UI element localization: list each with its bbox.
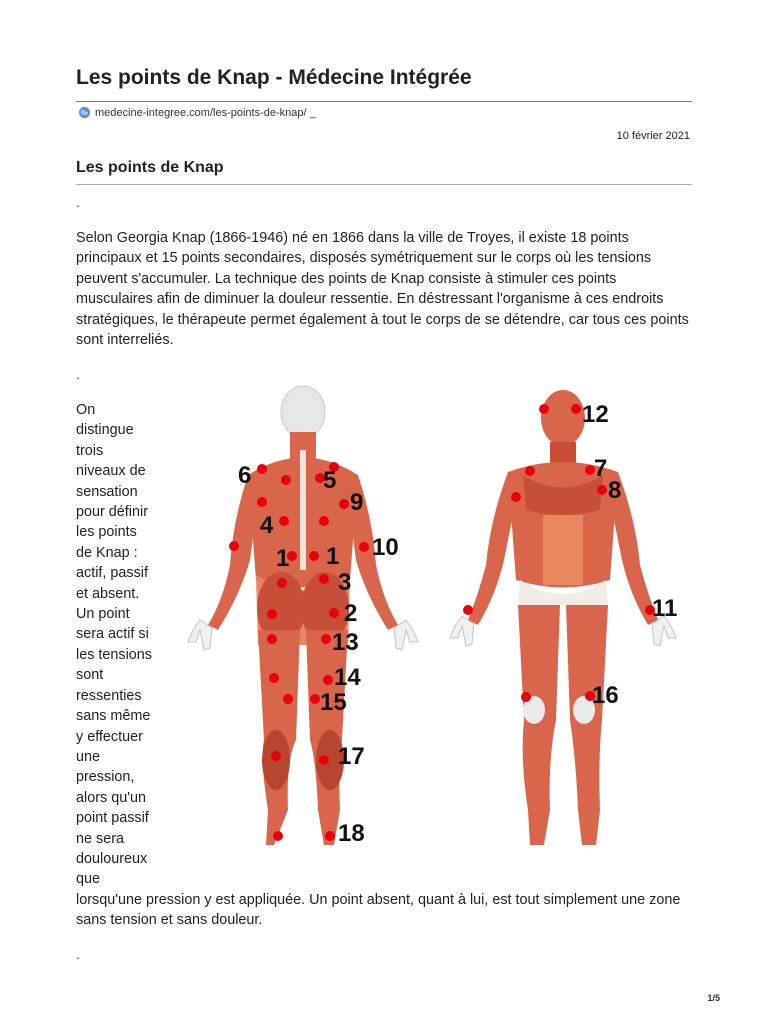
narrow-line: ressenties — [76, 687, 142, 704]
point-label: 2 — [344, 600, 358, 627]
point-marker — [359, 542, 369, 552]
point-marker — [271, 751, 281, 761]
point-marker — [521, 692, 531, 702]
narrow-line: On — [76, 402, 96, 418]
point-marker — [539, 404, 549, 414]
globe-icon — [78, 106, 91, 119]
narrow-line: actif, passif — [76, 565, 148, 582]
separator-dot: . — [76, 194, 80, 210]
tail-paragraph: lorsqu'une pression y est appliquée. Un point absent, quant à lui, est tout simplement une zone sans tension et sans douleur. — [76, 892, 681, 929]
narrow-line: alors qu'un — [76, 789, 146, 806]
point-label: 6 — [238, 462, 252, 489]
point-marker — [571, 404, 581, 414]
front-body-illustration — [450, 390, 676, 845]
point-marker — [323, 675, 333, 685]
narrow-line: sans même — [76, 708, 151, 725]
point-marker — [319, 755, 329, 765]
point-label: 8 — [608, 477, 622, 504]
point-marker — [329, 608, 339, 618]
narrow-line: Un point — [76, 606, 130, 623]
separator-dot: . — [76, 946, 80, 962]
source-link[interactable] — [78, 106, 316, 119]
point-label: 18 — [338, 820, 365, 847]
point-marker — [267, 634, 277, 644]
point-marker — [321, 634, 331, 644]
point-marker — [267, 609, 277, 619]
point-marker — [281, 475, 291, 485]
narrow-line: point passif — [76, 810, 149, 827]
point-label: 9 — [350, 489, 364, 516]
point-marker — [269, 673, 279, 683]
narrow-paragraph — [76, 400, 164, 890]
narrow-line: et absent. — [76, 585, 140, 602]
narrow-line: que — [76, 871, 101, 888]
narrow-line: sera actif si — [76, 626, 149, 643]
point-marker — [511, 492, 521, 502]
point-marker — [283, 694, 293, 704]
point-marker — [257, 497, 267, 507]
point-marker — [309, 551, 319, 561]
narrow-line: les tensions — [76, 646, 152, 663]
narrow-line: douloureux — [76, 850, 148, 867]
point-label: 15 — [320, 689, 347, 716]
knap-points-figure — [178, 380, 698, 860]
point-label: 3 — [338, 569, 352, 596]
point-marker — [279, 516, 289, 526]
narrow-line: de Knap : — [76, 544, 138, 561]
title-divider — [76, 101, 692, 102]
point-label: 5 — [323, 467, 337, 494]
point-marker — [229, 541, 239, 551]
narrow-line: pour définir — [76, 504, 148, 521]
narrow-line: les points — [76, 524, 137, 541]
point-label: 4 — [260, 512, 274, 539]
page-title: Les points de Knap - Médecine Intégrée — [76, 66, 472, 89]
point-label: 17 — [338, 743, 365, 770]
point-marker — [277, 578, 287, 588]
point-marker — [310, 694, 320, 704]
point-label: 7 — [594, 455, 608, 482]
narrow-line: sont — [76, 667, 104, 684]
point-marker — [319, 516, 329, 526]
point-label: 1 — [276, 545, 290, 572]
narrow-line: une — [76, 748, 101, 765]
narrow-line: niveaux de — [76, 463, 146, 480]
point-label: 13 — [332, 629, 359, 656]
point-marker — [273, 831, 283, 841]
narrow-line: distingue — [76, 422, 134, 439]
intro-paragraph: Selon Georgia Knap (1866-1946) né en 1866 dans la ville de Troyes, il existe 18 points principaux et 15 points secondaires, disposés symétriquement sur le corps où les tensions peuvent s'accumuler. La technique des points de Knap consiste à stimuler ces points musculaires afin de diminuer la douleur ressentie. En déstressant l'organisme à ces endroits stratégiques, le thérapeute permet également à tout le corps de se détendre, car tous ces points sont interreliés. — [76, 230, 689, 349]
narrow-line: trois — [76, 442, 104, 459]
point-label: 14 — [334, 664, 361, 691]
back-body-illustration — [188, 386, 418, 845]
point-marker — [319, 574, 329, 584]
section-divider — [76, 184, 692, 185]
point-label: 16 — [592, 682, 619, 709]
point-marker — [325, 831, 335, 841]
page-number: 1/5 — [707, 993, 720, 1003]
narrow-line: sensation — [76, 483, 138, 500]
point-label: 10 — [372, 534, 399, 561]
section-title: Les points de Knap — [76, 159, 224, 176]
point-label: 1 — [326, 543, 340, 570]
point-label: 11 — [652, 595, 678, 622]
point-marker — [525, 466, 535, 476]
narrow-line: ne sera — [76, 830, 124, 847]
point-marker — [257, 464, 267, 474]
separator-dot: . — [76, 366, 80, 382]
point-marker — [597, 485, 607, 495]
narrow-line: pression, — [76, 769, 135, 786]
publish-date: 10 février 2021 — [616, 130, 690, 142]
point-label: 12 — [582, 401, 609, 428]
point-marker — [339, 499, 349, 509]
source-url[interactable]: medecine-integree.com/les-points-de-knap/ _ — [95, 106, 316, 119]
point-marker — [463, 605, 473, 615]
narrow-line: y effectuer — [76, 728, 143, 745]
